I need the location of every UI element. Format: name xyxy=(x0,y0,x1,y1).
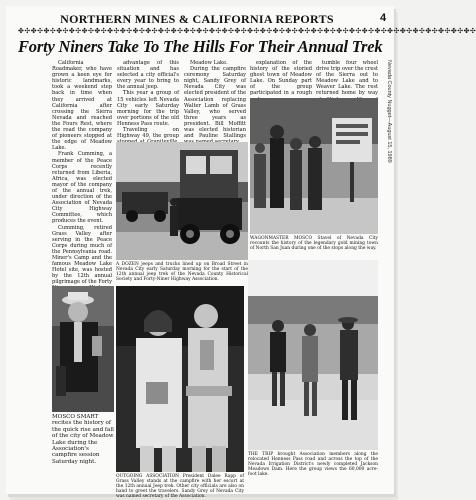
article-column-2 xyxy=(117,60,179,140)
article-paragraph: Cumming, retired Grass Valley after serving in the Peace Corps during much of the Pennsylvania road. Miner's Camp and the famous Meadow Lake Hotel site, was hosted by the 12th annual pilgrimage of the Forty xyxy=(52,224,112,286)
jeeps-lineup-caption: A DOZEN jeeps and trucks lined up on Broad Street in Nevada City early Saturday morning for the start of the 12th annual jeep trek of the Nevada County Historical Society and Forty-Niner Highway Association. xyxy=(116,262,248,283)
historical-marker-photo xyxy=(250,98,378,234)
article-column-1 xyxy=(52,60,112,286)
speaker-portrait-image xyxy=(52,286,114,412)
page-number: 4 xyxy=(380,12,387,24)
group-overlook-photo xyxy=(248,260,378,450)
side-margin-text xyxy=(382,60,394,360)
section-header: NORTHERN MINES & CALIFORNIA REPORTS xyxy=(60,12,334,26)
article-column-4 xyxy=(250,60,312,96)
historical-marker-image xyxy=(250,98,378,234)
article-paragraph: explanation of the history of the storied ghost town of Meadow Lake. On Sunday part of the group participated in a rough xyxy=(250,60,312,97)
article-paragraph: advantage of this situation and has selected a city official's every year to bring to the annual jeep. xyxy=(117,60,179,91)
article-column-5 xyxy=(316,60,378,96)
article-paragraph: This year a group of 15 vehicles left Nevada City early Saturday morning for the trip over portions of the old Henness Pass route. xyxy=(117,90,179,127)
association-officers-photo xyxy=(116,286,244,472)
article-paragraph: California Roadmaker, who have grown a keen eye for historic landmarks, took a weekend step back in time when they arrived at California after crossing the Sierra Nevada and reached the Fours Rest, where the road the company of pioneers stopped at the edge of Meadow Lake. xyxy=(52,60,112,152)
headline: Forty Niners Take To The Hills For Their Annual Trek xyxy=(18,37,383,56)
article-paragraph: Meadow Lake. xyxy=(190,60,228,66)
group-overlook-image xyxy=(248,260,378,450)
association-officers-image xyxy=(116,286,244,472)
association-officers-caption: OUTGOING ASSOCIATION President Dalee Rapp of Grass Valley stands at the campfire with her escort at the 12th annual Jeep trek. Other city officials are also on hand to greet the travelers. Sandy Grey of Nevada City was named secretary of the Association. xyxy=(116,474,244,500)
group-overlook-caption: THE TRIP brought Association members along the relocated Henness Pass road and across the top of the Nevada Irrigation District's newly completed Jackson Meadows Dam. Here the group views the 60,000 acre-foot lake. xyxy=(248,452,378,478)
historical-marker-caption: WAGONMASTER MOSCO Stavel of Nevada City recounts the history of the legendary gold mining town of North San Juan during one of the stops along the way. xyxy=(250,236,378,252)
publication-line: Nevada County Nugget—August 15, 1989 xyxy=(386,60,392,163)
jeeps-lineup-image xyxy=(116,142,248,260)
article-paragraph: tumble four wheel drive trip over the crest of the Sierra out to Meadow Lake and to Weaver Lake. The rest returned home by way xyxy=(316,60,378,97)
article-paragraph: During the campfire ceremony Saturday night, Sandy Grey of Nevada City was elected president of the Association replacing Walter Lamb of Grass Valley, who served three years as president. Bill Moffitt was elected historian and Pauline Stallings xyxy=(184,66,246,140)
article-paragraph: Frank Cumming, a member of the Peace Corps recently returned from Liberia, Africa, was elected mayor of the company of the annual trek, under direction of the Association of Nevada City Highway Committee, which produces the event. xyxy=(52,151,112,225)
article-paragraph: Traveling on Highway 49, the group xyxy=(117,127,179,140)
jeeps-lineup-photo xyxy=(116,142,248,260)
ornament-rule: ✤✣✤✣✤✣✤✣✤✣✤✣✤✣✤✣✤✣✤✣✤✣✤✣✤✣✤✣✤✣✤✣✤✣✤✣✤✣✤✣✤✣✤✣✤✣✤✣✤✣✤✣✤✣✤✣✤✣✤✣✤✣✤✣✤✣✤✣✤✣✤✣ xyxy=(18,27,476,35)
speaker-portrait-caption: MOSCO SMART recites the history of the quick rise and fall of the city of Meadow Lake during the Association's campfire session Saturday night. xyxy=(52,414,114,465)
article-column-3 xyxy=(184,60,246,140)
speaker-portrait-photo xyxy=(52,286,114,412)
